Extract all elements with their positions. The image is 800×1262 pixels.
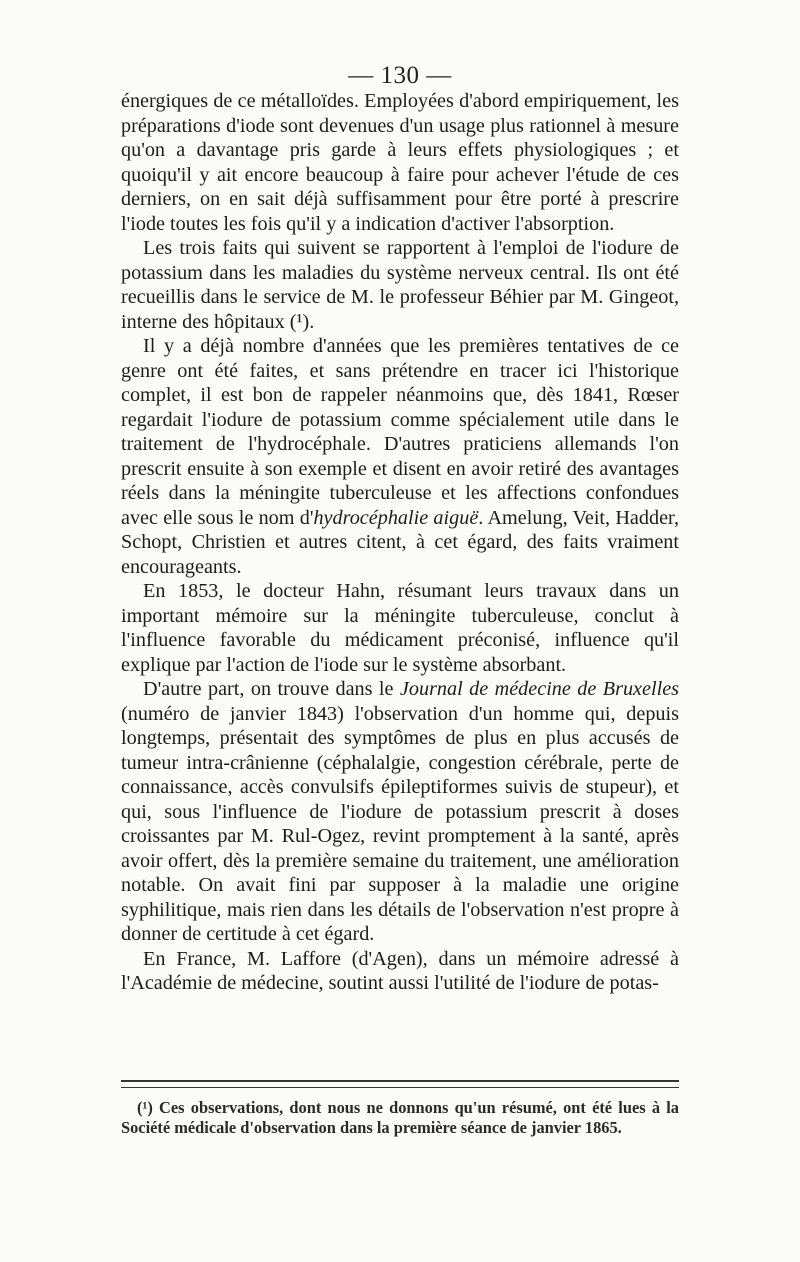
paragraph-text: D'autre part, on trouve dans le (143, 678, 400, 700)
journal-title: Journal de médecine de Bruxelles (399, 678, 680, 700)
footnote (121, 1098, 679, 1138)
paragraph-continuation: énergiques de ce métalloïdes. Employées d'abord empiriquement, les préparations d'iode sont devenues d'un usage plus rationnel à mesure qu'on a davantage pris garde à leurs effets physiologiques ; et quoiqu'il y ait encore beaucoup à faire pour achever l'étude de ces derniers, on en sait déjà suffisamment pour être porté à prescrire l'iode toutes les fois qu'il y a indication d'activer l'absorption. (121, 90, 679, 235)
italic-term: hydrocéphalie aiguë (313, 506, 479, 529)
footnote-text: (¹) Ces observations, dont nous ne donnons qu'un résumé, ont été lues à la Société médicale d'observation dans la première séance de janvier 1865. (121, 1098, 679, 1137)
paragraph (121, 677, 679, 947)
paragraph (121, 334, 679, 579)
paragraph-text: . Amelung, Veit, Hadder, Schopt, Christien et autres citent, à cet égard, des faits vraiment encourageants. (121, 506, 679, 578)
paragraph: En France, M. Laffore (d'Agen), dans un mémoire adressé à l'Académie de médecine, soutint aussi l'utilité de l'iodure de potas- (121, 947, 679, 994)
body-text (121, 89, 679, 996)
page-number: — 130 — (348, 62, 452, 89)
paragraph-text: (numéro de janvier 1843) l'observation d'un homme qui, depuis longtemps, présentait des symptômes de plus en plus accusés de tumeur intra-crânienne (céphalalgie, congestion cérébrale, perte de connaissance, accès convulsifs épileptiformes suivis de stupeur), et qui, sous l'influence de l'iodure de potassium prescrit à doses croissantes par M. Rul-Ogez, revint promptement à la santé, après avoir offert, dès la première semaine du traitement, une amélioration notable. On avait fini par supposer à la maladie une origine syphilitique, mais rien dans les détails de l'observation n'est propre à donner de certitude à cet égard. (121, 702, 679, 945)
paragraph-text: Il y a déjà nombre d'années que les premières tentatives de ce genre ont été faites, et sans prétendre en tracer ici l'historique complet, il est bon de rappeler néanmoins que, dès 1841, Rœser regardait l'iodure de potassium comme spécialement utile dans le traitement de l'hydrocéphale. D'autres praticiens allemands l'on prescrit ensuite à son exemple et disent en avoir retiré des avantages réels dans la méningite tuberculeuse et les affections confondues avec elle sous le nom d' (121, 335, 679, 529)
paragraph: En 1853, le docteur Hahn, résumant leurs travaux dans un important mémoire sur la méningite tuberculeuse, conclut à l'influence favorable du médicament préconisé, influence qu'il explique par l'action de l'iode sur le système absorbant. (121, 580, 679, 676)
footnote-separator (121, 1080, 679, 1088)
paragraph: Les trois faits qui suivent se rapportent à l'emploi de l'iodure de potassium dans les maladies du système nerveux central. Ils ont été recueillis dans le service de M. le professeur Béhier par M. Gingeot, interne des hôpitaux (¹). (121, 237, 679, 333)
